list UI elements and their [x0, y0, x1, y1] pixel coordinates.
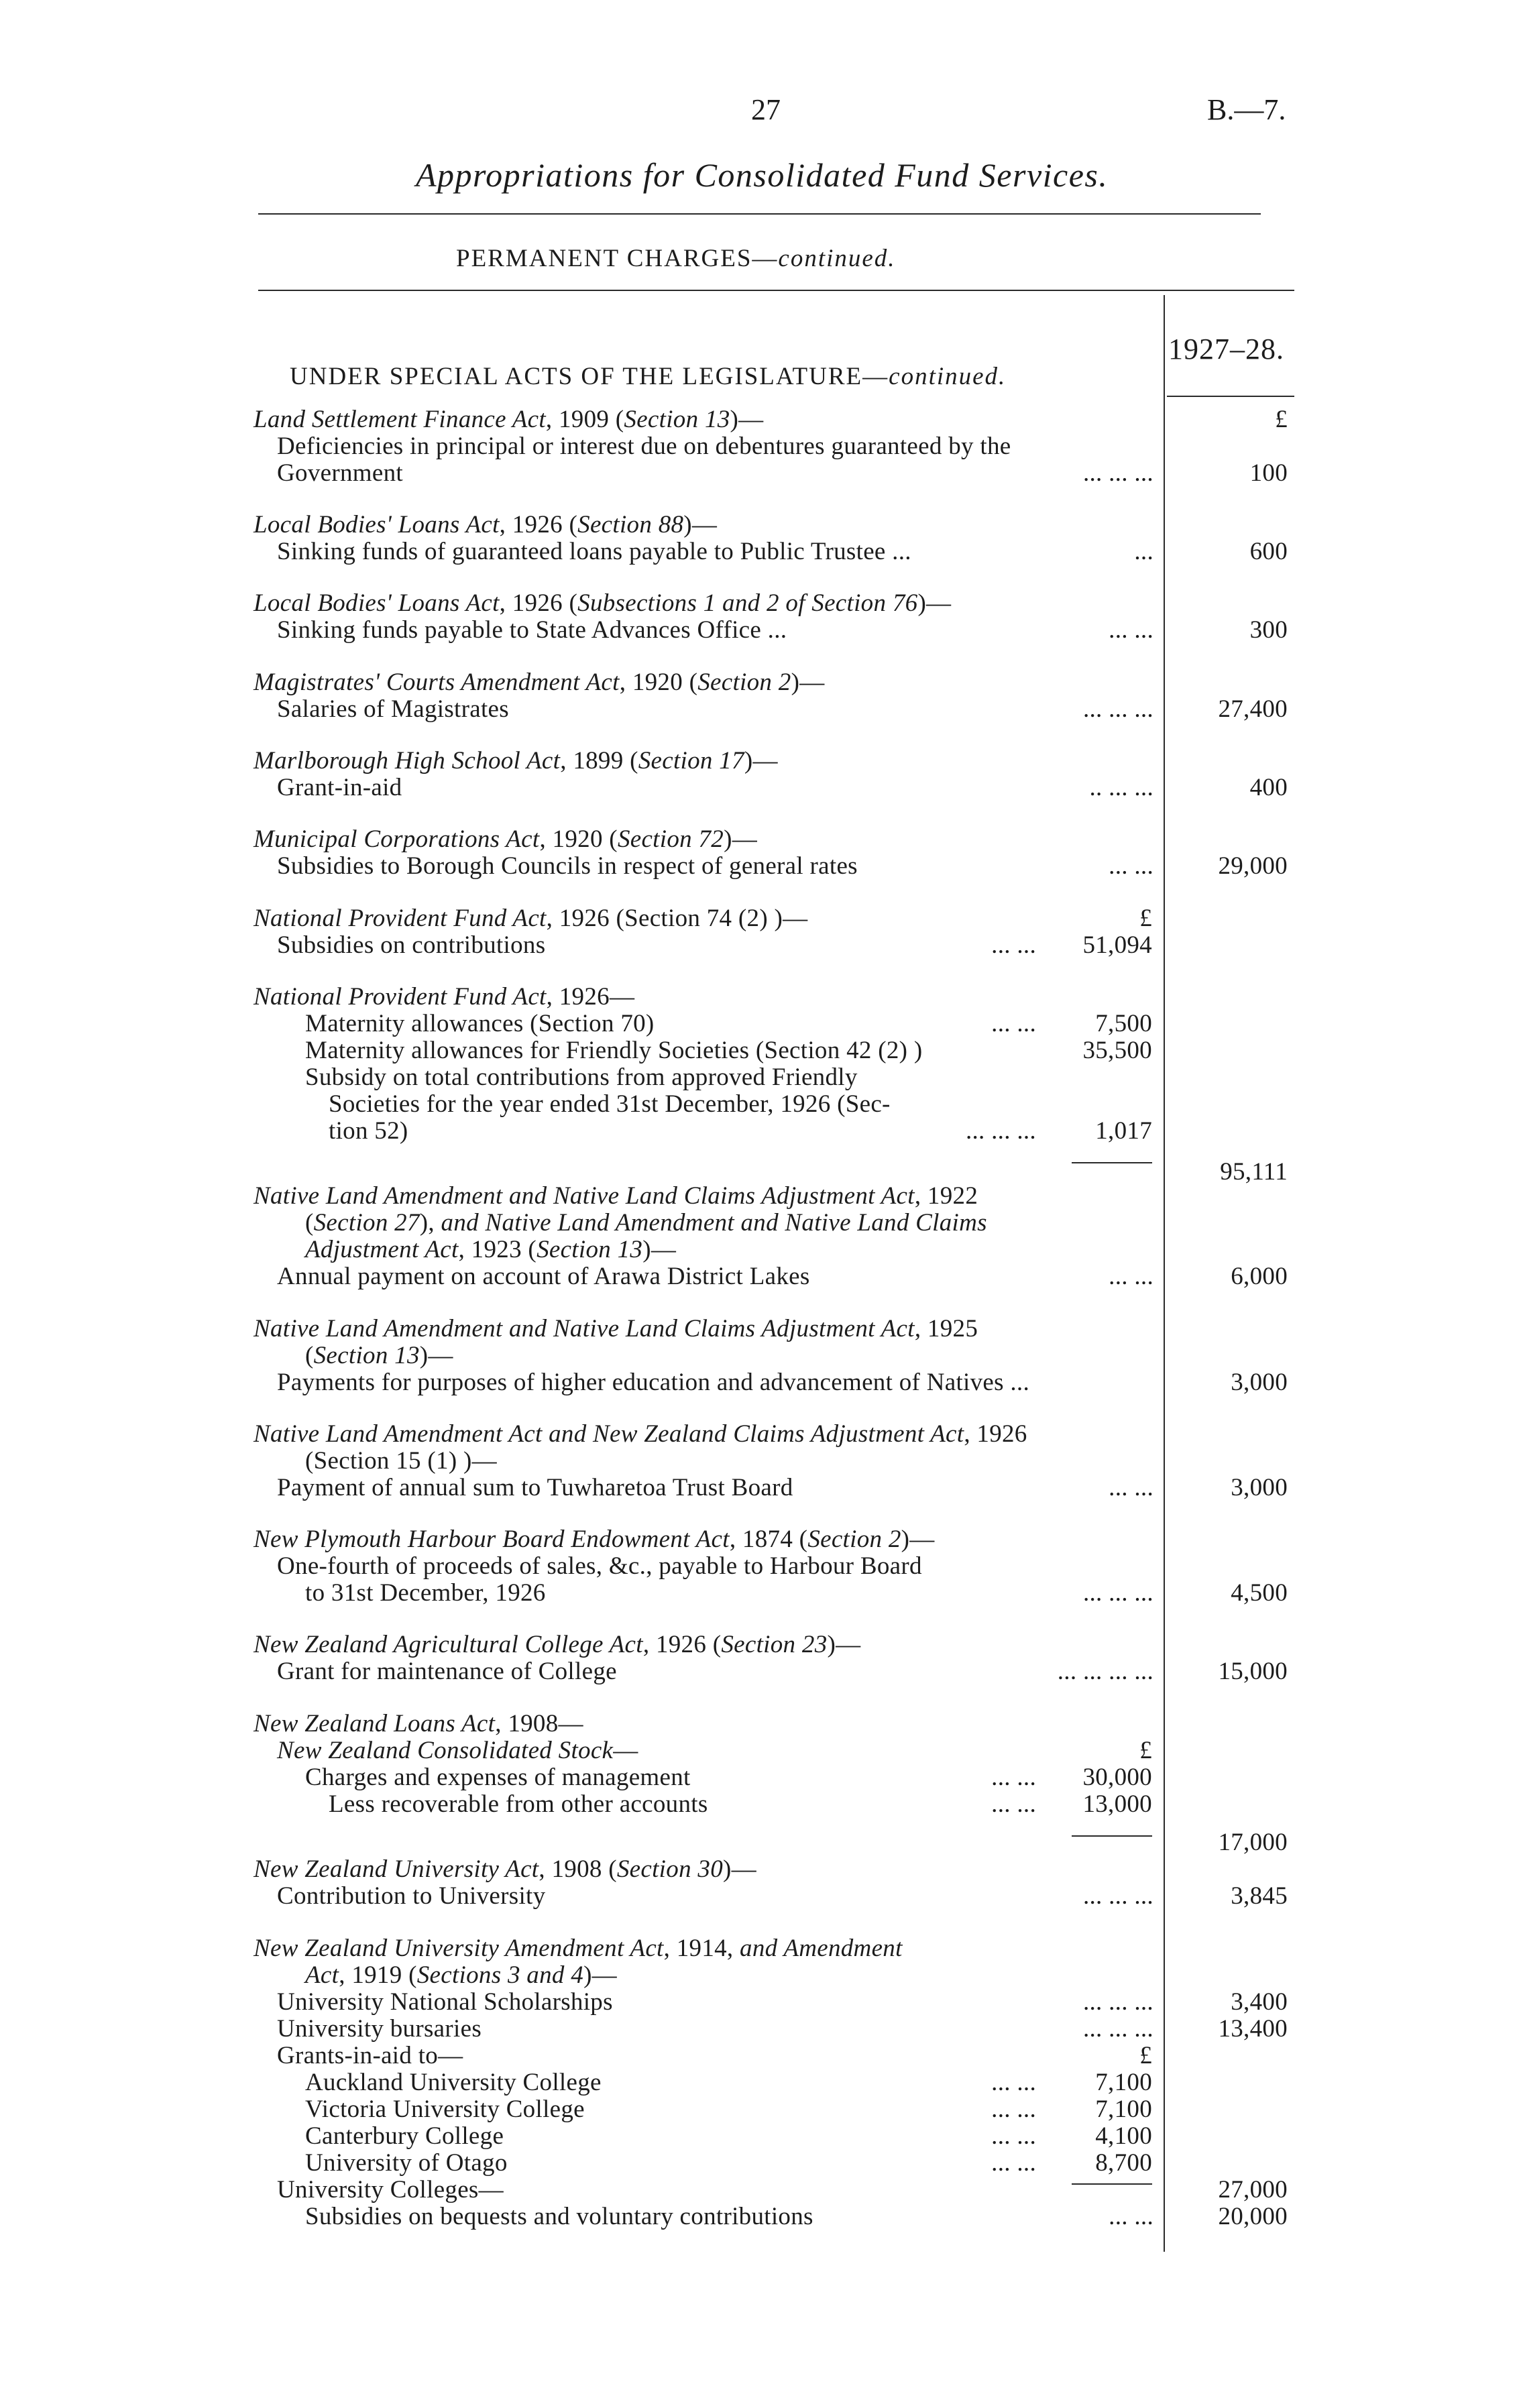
leader-dots: ... ...: [991, 2149, 1036, 2177]
total-amount: £: [1275, 406, 1288, 433]
line-label: Sinking funds payable to State Advances Office ...: [277, 616, 787, 644]
line-label: Adjustment Act, 1923 (Section 13)—: [305, 1236, 677, 1263]
leader-dots: ... ... ... ...: [1057, 1658, 1153, 1685]
total-amount: 3,000: [1231, 1369, 1288, 1396]
total-amount: 29,000: [1218, 852, 1288, 880]
total-amount: 95,111: [1220, 1158, 1288, 1186]
line-label: One-fourth of proceeds of sales, &c., payable to Harbour Board: [277, 1552, 922, 1580]
total-amount: 3,845: [1231, 1882, 1288, 1910]
subtotal-rule-grants: [1072, 2183, 1152, 2185]
line-label: Grant-in-aid: [277, 774, 402, 801]
line-label: Payment of annual sum to Tuwharetoa Trust Board: [277, 1474, 793, 1501]
subtitle-rule: [258, 290, 1294, 291]
sub-amount: 30,000: [1082, 1764, 1152, 1791]
leader-dots: ... ...: [991, 2069, 1036, 2096]
line-label: National Provident Fund Act, 1926 (Section 74 (2) )—: [253, 905, 808, 932]
line-label: Magistrates' Courts Amendment Act, 1920 (Section 2)—: [253, 669, 825, 696]
total-amount: 600: [1249, 538, 1288, 565]
total-amount: 300: [1249, 616, 1288, 644]
total-amount: 15,000: [1218, 1658, 1288, 1685]
leader-dots: .. ... ...: [1089, 774, 1153, 801]
column-divider: [1164, 295, 1165, 2252]
line-label: Subsidies to Borough Councils in respect of general rates: [277, 852, 858, 880]
leader-dots: ... ...: [1109, 1474, 1153, 1501]
line-label: Local Bodies' Loans Act, 1926 (Subsections 1 and 2 of Section 76)—: [253, 589, 952, 617]
sub-amount: 35,500: [1082, 1037, 1152, 1064]
page-title: Appropriations for Consolidated Fund Services.: [416, 156, 1109, 194]
line-label: New Zealand Agricultural College Act, 1926 (Section 23)—: [253, 1631, 861, 1658]
leader-dots: ... ...: [991, 2096, 1036, 2123]
line-label: Subsidies on contributions: [277, 931, 546, 959]
year-rule: [1167, 396, 1294, 397]
line-label: Native Land Amendment and Native Land Claims Adjustment Act, 1925: [253, 1315, 978, 1342]
total-amount: 100: [1249, 459, 1288, 487]
total-amount: 400: [1249, 774, 1288, 801]
leader-dots: ... ...: [1109, 616, 1153, 644]
subtitle: PERMANENT CHARGES—continued.: [456, 245, 896, 272]
line-label: Local Bodies' Loans Act, 1926 (Section 88)—: [253, 511, 718, 538]
line-label: (Section 13)—: [305, 1342, 453, 1369]
line-label: Grant for maintenance of College: [277, 1658, 617, 1685]
line-label: New Zealand Loans Act, 1908—: [253, 1710, 583, 1737]
line-label: Canterbury College: [305, 2122, 504, 2150]
sub-amount: 13,000: [1082, 1790, 1152, 1818]
total-amount: 27,000: [1218, 2176, 1288, 2203]
line-label: (Section 15 (1) )—: [305, 1447, 497, 1475]
line-label: Native Land Amendment and Native Land Claims Adjustment Act, 1922: [253, 1182, 978, 1210]
line-label: Grants-in-aid to—: [277, 2042, 463, 2069]
sub-amount: £: [1139, 2042, 1152, 2069]
line-label: Contribution to University: [277, 1882, 546, 1910]
leader-dots: ... ...: [991, 1764, 1036, 1791]
year-heading: 1927–28.: [1168, 333, 1284, 365]
leader-dots: ... ... ...: [1082, 459, 1153, 487]
line-label: New Zealand University Act, 1908 (Section 30)—: [253, 1855, 756, 1883]
line-label: Less recoverable from other accounts: [329, 1790, 708, 1818]
sub-amount: 8,700: [1095, 2149, 1152, 2177]
line-label: New Zealand Consolidated Stock—: [277, 1737, 638, 1764]
line-label: to 31st December, 1926: [305, 1579, 546, 1607]
line-label: Deficiencies in principal or interest due on debentures guaranteed by the: [277, 433, 1011, 460]
total-amount: 3,400: [1231, 1988, 1288, 2016]
line-label: Societies for the year ended 31st December, 1926 (Sec-: [329, 1090, 891, 1118]
sub-amount: £: [1139, 1737, 1152, 1764]
leader-dots: ... ...: [1109, 1263, 1153, 1290]
line-label: Municipal Corporations Act, 1920 (Section 72)—: [253, 825, 758, 853]
line-label: University bursaries: [277, 2015, 482, 2043]
sub-amount: 1,017: [1095, 1117, 1152, 1145]
sub-amount: 4,100: [1095, 2122, 1152, 2150]
line-label: Act, 1919 (Sections 3 and 4)—: [305, 1961, 617, 1989]
line-label: University National Scholarships: [277, 1988, 613, 2016]
sub-amount: 7,100: [1095, 2096, 1152, 2123]
leader-dots: ... ...: [991, 2122, 1036, 2150]
subtotal-rule-npf: [1072, 1162, 1152, 1163]
total-amount: 27,400: [1218, 695, 1288, 723]
line-label: tion 52): [329, 1117, 408, 1145]
line-label: Maternity allowances for Friendly Societies (Section 42 (2) ): [305, 1037, 923, 1064]
subtotal-rule-loans: [1072, 1835, 1152, 1837]
total-amount: 20,000: [1218, 2203, 1288, 2230]
line-label: University of Otago: [305, 2149, 508, 2177]
leader-dots: ...: [1134, 538, 1153, 565]
line-label: National Provident Fund Act, 1926—: [253, 983, 635, 1011]
sub-amount: £: [1139, 905, 1152, 932]
leader-dots: ... ...: [1109, 852, 1153, 880]
total-amount: 13,400: [1218, 2015, 1288, 2043]
line-label: Marlborough High School Act, 1899 (Section 17)—: [253, 747, 778, 775]
line-label: Sinking funds of guaranteed loans payable to Public Trustee ...: [277, 538, 911, 565]
line-label: Land Settlement Finance Act, 1909 (Section 13)—: [253, 406, 764, 433]
document-code: B.—7.: [1207, 93, 1286, 126]
total-amount: 3,000: [1231, 1474, 1288, 1501]
total-amount: 4,500: [1231, 1579, 1288, 1607]
sub-amount: 7,500: [1095, 1010, 1152, 1037]
line-label: Salaries of Magistrates: [277, 695, 509, 723]
total-amount: 6,000: [1231, 1263, 1288, 1290]
line-label: University Colleges—: [277, 2176, 504, 2203]
leader-dots: ... ...: [991, 931, 1036, 959]
leader-dots: ... ... ...: [965, 1117, 1036, 1145]
line-label: Auckland University College: [305, 2069, 602, 2096]
line-label: Subsidies on bequests and voluntary contributions: [305, 2203, 813, 2230]
line-label: Victoria University College: [305, 2096, 585, 2123]
sub-amount: 7,100: [1095, 2069, 1152, 2096]
leader-dots: ... ... ...: [1082, 1579, 1153, 1607]
leader-dots: ... ...: [991, 1790, 1036, 1818]
leader-dots: ... ... ...: [1082, 695, 1153, 723]
line-label: Charges and expenses of management: [305, 1764, 691, 1791]
leader-dots: ... ...: [991, 1010, 1036, 1037]
leader-dots: ... ... ...: [1082, 1988, 1153, 2016]
leader-dots: ... ... ...: [1082, 1882, 1153, 1910]
title-rule: [258, 213, 1261, 215]
line-label: (Section 27), and Native Land Amendment and Native Land Claims: [305, 1209, 987, 1237]
page-number: 27: [751, 93, 781, 126]
line-label: New Zealand University Amendment Act, 1914, and Amendment: [253, 1935, 903, 1962]
line-label: Annual payment on account of Arawa District Lakes: [277, 1263, 810, 1290]
line-label: Payments for purposes of higher education and advancement of Natives ...: [277, 1369, 1030, 1396]
sub-amount: 51,094: [1082, 931, 1152, 959]
line-label: New Plymouth Harbour Board Endowment Act, 1874 (Section 2)—: [253, 1526, 935, 1553]
line-label: Native Land Amendment Act and New Zealand Claims Adjustment Act, 1926: [253, 1420, 1027, 1448]
leader-dots: ... ... ...: [1082, 2015, 1153, 2043]
line-label: Subsidy on total contributions from approved Friendly: [305, 1064, 858, 1091]
line-label: Government: [277, 459, 403, 487]
section-heading: UNDER SPECIAL ACTS OF THE LEGISLATURE—continued.: [290, 363, 1007, 390]
leader-dots: ... ...: [1109, 2203, 1153, 2230]
line-label: Maternity allowances (Section 70): [305, 1010, 655, 1037]
total-amount: 17,000: [1218, 1829, 1288, 1856]
